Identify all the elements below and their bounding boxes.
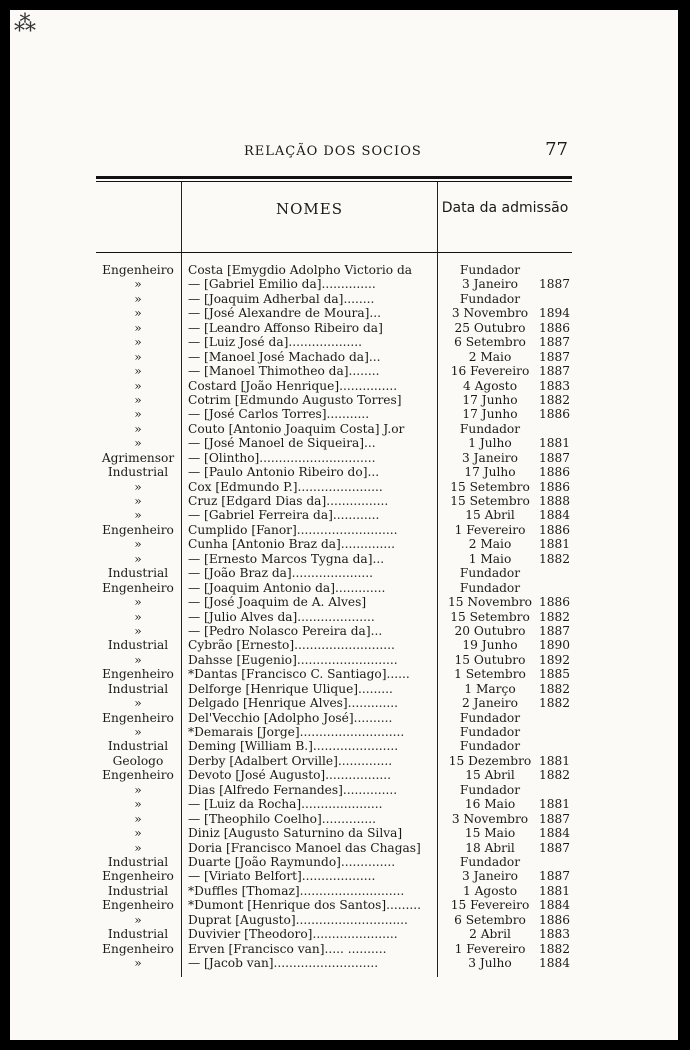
profession-cell: »: [134, 956, 142, 970]
profession-cell: Engenheiro: [102, 768, 174, 783]
profession-cell: »: [134, 508, 142, 523]
name-cell: Delforge [Henrique Ulique].........: [188, 681, 393, 696]
name-cell: Duprat [Augusto].............................: [188, 912, 408, 927]
name-cell: Diniz [Augusto Saturnino da Silva]: [188, 826, 403, 841]
date-cell: 3 Janeiro: [462, 277, 518, 292]
year-cell: 1884: [538, 956, 570, 970]
profession-cell: Engenheiro: [102, 869, 174, 884]
date-cell: 25 Outubro: [454, 320, 526, 335]
table-row: [96, 682, 572, 696]
table-row: [96, 422, 572, 436]
year-cell: 1882: [538, 696, 570, 711]
date-cell: 15 Novembro: [447, 595, 532, 610]
name-cell: Del'Vecchio [Adolpho José]..........: [188, 710, 393, 725]
column-header-nomes: NOMES: [275, 200, 343, 218]
name-cell: — [José Joaquim de A. Alves]: [188, 595, 367, 610]
name-cell: Cox [Edmundo P.]......................: [188, 479, 383, 494]
name-cell: Cruz [Edgard Dias da]................: [188, 494, 389, 508]
name-cell: — [Paulo Antonio Ribeiro do]...: [188, 465, 380, 480]
date-cell: Fundador: [459, 421, 521, 436]
name-cell: — [Manoel José Machado da]...: [188, 349, 381, 364]
year-cell: 1887: [538, 364, 570, 379]
date-cell: Fundador: [459, 263, 521, 277]
table-row: [96, 494, 572, 508]
date-cell: 6 Setembro: [454, 335, 526, 350]
name-cell: — [Luiz José da]...................: [188, 335, 362, 350]
profession-cell: »: [134, 840, 142, 855]
table-row: [96, 379, 572, 393]
table-row: [96, 465, 572, 479]
table-row: [96, 480, 572, 494]
name-cell: Devoto [José Augusto].................: [188, 768, 392, 783]
year-cell: 1886: [538, 465, 570, 480]
name-cell: Duarte [João Raymundo]..............: [188, 854, 396, 869]
top-rule-thick: [96, 176, 572, 179]
year-cell: 1884: [538, 508, 570, 523]
date-cell: 16 Maio: [464, 797, 516, 812]
name-cell: — [Viriato Belfort]...................: [188, 869, 376, 884]
year-cell: 1883: [538, 378, 570, 393]
profession-cell: »: [134, 725, 142, 739]
name-cell: Dias [Alfredo Fernandes]..............: [188, 782, 398, 797]
page-number: 77: [545, 139, 568, 160]
profession-cell: Agrimensor: [101, 450, 175, 465]
table-row: [96, 855, 572, 869]
name-cell: Doria [Francisco Manoel das Chagas]: [188, 840, 421, 855]
year-cell: 1887: [538, 623, 570, 638]
year-cell: 1882: [538, 768, 570, 783]
year-cell: 1882: [538, 392, 570, 407]
year-cell: 1881: [538, 537, 570, 552]
name-cell: Delgado [Henrique Alves].............: [188, 696, 399, 711]
name-cell: Cybrão [Ernesto]..........................: [188, 638, 395, 653]
profession-cell: Industrial: [107, 465, 169, 480]
date-cell: Fundador: [459, 854, 521, 869]
profession-cell: »: [134, 277, 142, 292]
year-cell: 1887: [538, 840, 570, 855]
table-row: [96, 884, 572, 898]
name-cell: Derby [Adalbert Orville]..............: [188, 753, 393, 768]
name-cell: *Duffles [Thomaz]...........................: [188, 883, 405, 898]
date-cell: 19 Junho: [462, 638, 518, 653]
date-cell: 3 Janeiro: [462, 869, 518, 884]
profession-cell: Industrial: [107, 883, 169, 898]
date-cell: 1 Fevereiro: [454, 941, 526, 956]
running-title: RELAÇÃO DOS SOCIOS: [244, 144, 422, 159]
date-cell: 15 Abril: [465, 768, 515, 783]
table-row: [96, 610, 572, 624]
name-cell: *Dantas [Francisco C. Santiago]......: [188, 667, 410, 682]
table-row: [96, 436, 572, 450]
table-row: [96, 826, 572, 840]
profession-cell: »: [134, 306, 142, 321]
table-row: [96, 797, 572, 811]
profession-cell: »: [134, 652, 142, 667]
name-cell: — [Manoel Thimotheo da]........: [188, 364, 380, 379]
year-cell: 1886: [538, 912, 570, 927]
name-cell: Duvivier [Theodoro]......................: [188, 927, 398, 942]
table-row: [96, 739, 572, 753]
name-cell: — [Pedro Nolasco Pereira da]...: [188, 623, 383, 638]
date-cell: 2 Maio: [468, 537, 512, 552]
name-cell: Costa [Emygdio Adolpho Victorio da: [188, 263, 413, 277]
member-list: [96, 263, 572, 970]
table-row: [96, 898, 572, 912]
year-cell: 1887: [538, 811, 570, 826]
name-cell: Couto [Antonio Joaquim Costa] J.or: [188, 421, 405, 436]
name-cell: — [Olintho]..............................: [188, 450, 376, 465]
column-header-data: Data da admissão: [441, 200, 569, 216]
name-cell: — [Ernesto Marcos Tygna da]...: [188, 551, 385, 566]
table-row: [96, 451, 572, 465]
table-row: [96, 292, 572, 306]
year-cell: 1887: [538, 869, 570, 884]
date-cell: 17 Junho: [462, 392, 518, 407]
table-row: [96, 537, 572, 551]
date-cell: 2 Janeiro: [462, 696, 518, 711]
date-cell: 2 Abril: [469, 927, 511, 942]
profession-cell: »: [134, 696, 142, 711]
name-cell: — [Gabriel Ferreira da]............: [188, 508, 380, 523]
name-cell: — [José Carlos Torres]...........: [188, 407, 370, 422]
profession-cell: Engenheiro: [102, 667, 174, 682]
year-cell: 1881: [538, 883, 570, 898]
table-row: [96, 581, 572, 595]
name-cell: — [Gabriel Emilio da]..............: [188, 277, 376, 292]
table-row: [96, 812, 572, 826]
date-cell: 3 Janeiro: [462, 450, 518, 465]
date-cell: 6 Setembro: [454, 912, 526, 927]
date-cell: Fundador: [459, 710, 521, 725]
profession-cell: »: [134, 494, 142, 508]
name-cell: Costard [João Henrique]...............: [188, 378, 398, 393]
date-cell: 1 Maio: [468, 551, 512, 566]
name-cell: — [Leandro Affonso Ribeiro da]: [188, 320, 383, 335]
table-row: [96, 754, 572, 768]
table-row: [96, 638, 572, 652]
table-row: [96, 566, 572, 580]
table-row: [96, 653, 572, 667]
date-cell: 15 Setembro: [450, 494, 530, 508]
date-cell: Fundador: [459, 725, 521, 739]
profession-cell: »: [134, 551, 142, 566]
table-row: [96, 306, 572, 320]
table-row: [96, 263, 572, 277]
table-row: [96, 350, 572, 364]
table-row: [96, 407, 572, 421]
table-row: [96, 321, 572, 335]
date-cell: 17 Junho: [462, 407, 518, 422]
page-header: [10, 132, 678, 162]
date-cell: Fundador: [459, 782, 521, 797]
date-cell: 3 Novembro: [451, 306, 529, 321]
name-cell: — [José Manoel de Siqueira]...: [188, 436, 376, 451]
year-cell: 1882: [538, 609, 570, 624]
profession-cell: »: [134, 349, 142, 364]
date-cell: Fundador: [459, 580, 521, 595]
profession-cell: »: [134, 826, 142, 841]
profession-cell: Engenheiro: [102, 263, 174, 277]
date-cell: Fundador: [459, 566, 521, 581]
table-row: [96, 624, 572, 638]
date-cell: 15 Setembro: [450, 479, 530, 494]
date-cell: 15 Maio: [464, 826, 516, 841]
table-row: [96, 869, 572, 883]
table-row: [96, 942, 572, 956]
name-cell: Deming [William B.]......................: [188, 739, 399, 754]
year-cell: 1887: [538, 349, 570, 364]
profession-cell: »: [134, 392, 142, 407]
profession-cell: Industrial: [107, 681, 169, 696]
profession-cell: »: [134, 623, 142, 638]
profession-cell: »: [134, 291, 142, 306]
year-cell: 1886: [538, 479, 570, 494]
date-cell: 15 Dezembro: [448, 753, 532, 768]
table-row: [96, 841, 572, 855]
year-cell: 1885: [538, 667, 570, 682]
profession-cell: »: [134, 378, 142, 393]
profession-cell: »: [134, 407, 142, 422]
year-cell: 1892: [538, 652, 570, 667]
profession-cell: Industrial: [107, 854, 169, 869]
table-row: [96, 277, 572, 291]
profession-cell: Industrial: [107, 566, 169, 581]
profession-cell: »: [134, 811, 142, 826]
year-cell: 1886: [538, 522, 570, 537]
year-cell: 1881: [538, 436, 570, 451]
table-row: [96, 927, 572, 941]
name-cell: — [Jacob van]...........................: [188, 956, 379, 970]
name-cell: — [João Braz da].....................: [188, 566, 374, 581]
year-cell: 1894: [538, 306, 570, 321]
table-row: [96, 956, 572, 970]
year-cell: 1887: [538, 335, 570, 350]
table-row: [96, 711, 572, 725]
name-cell: — [Luiz da Rocha].....................: [188, 797, 383, 812]
name-cell: — [Joaquim Antonio da].............: [188, 580, 386, 595]
profession-cell: »: [134, 537, 142, 552]
year-cell: 1884: [538, 898, 570, 913]
table-row: [96, 667, 572, 681]
year-cell: 1884: [538, 826, 570, 841]
date-cell: Fundador: [459, 291, 521, 306]
table-row: [96, 913, 572, 927]
date-cell: 1 Março: [464, 681, 516, 696]
print-speck-icon: ⁂: [14, 12, 36, 37]
profession-cell: »: [134, 912, 142, 927]
profession-cell: »: [134, 609, 142, 624]
name-cell: — [Julio Alves da]....................: [188, 609, 375, 624]
year-cell: 1881: [538, 753, 570, 768]
name-cell: Cotrim [Edmundo Augusto Torres]: [188, 392, 402, 407]
profession-cell: Engenheiro: [102, 710, 174, 725]
date-cell: 15 Abril: [465, 508, 515, 523]
date-cell: 3 Julho: [468, 956, 512, 970]
profession-cell: Engenheiro: [102, 941, 174, 956]
profession-cell: »: [134, 595, 142, 610]
profession-cell: Industrial: [107, 927, 169, 942]
year-cell: 1887: [538, 450, 570, 465]
profession-cell: Engenheiro: [102, 580, 174, 595]
year-cell: 1882: [538, 681, 570, 696]
table-row: [96, 364, 572, 378]
profession-cell: Geologo: [112, 753, 164, 768]
page: [10, 10, 678, 1040]
table-row: [96, 696, 572, 710]
date-cell: 3 Novembro: [451, 811, 529, 826]
table-row: [96, 725, 572, 739]
name-cell: Dahsse [Eugenio]..........................: [188, 652, 398, 667]
header-rule: [96, 252, 572, 253]
table-row: [96, 523, 572, 537]
name-cell: — [Joaquim Adherbal da]........: [188, 291, 375, 306]
table-row: [96, 768, 572, 782]
table-row: [96, 508, 572, 522]
name-cell: *Demarais [Jorge]...........................: [188, 725, 405, 739]
year-cell: 1890: [538, 638, 570, 653]
date-cell: 18 Abril: [465, 840, 515, 855]
name-cell: *Dumont [Henrique dos Santos].........: [188, 898, 421, 913]
date-cell: 17 Julho: [464, 465, 516, 480]
year-cell: 1881: [538, 797, 570, 812]
table-row: [96, 552, 572, 566]
year-cell: 1883: [538, 927, 570, 942]
date-cell: Fundador: [459, 739, 521, 754]
profession-cell: »: [134, 320, 142, 335]
year-cell: 1886: [538, 407, 570, 422]
date-cell: 15 Setembro: [450, 609, 530, 624]
year-cell: 1886: [538, 595, 570, 610]
name-cell: Cumplido [Fanor]..........................: [188, 522, 398, 537]
date-cell: 15 Fevereiro: [450, 898, 530, 913]
date-cell: 15 Outubro: [454, 652, 526, 667]
name-cell: Cunha [Antonio Braz da]..............: [188, 537, 396, 552]
profession-cell: »: [134, 335, 142, 350]
year-cell: 1888: [538, 494, 570, 508]
year-cell: 1882: [538, 941, 570, 956]
name-cell: — [José Alexandre de Moura]...: [188, 306, 382, 321]
profession-cell: »: [134, 479, 142, 494]
profession-cell: »: [134, 436, 142, 451]
name-cell: Erven [Francisco van]..... ..........: [188, 941, 387, 956]
date-cell: 1 Setembro: [454, 667, 526, 682]
profession-cell: Engenheiro: [102, 522, 174, 537]
year-cell: 1886: [538, 320, 570, 335]
profession-cell: »: [134, 421, 142, 436]
name-cell: — [Theophilo Coelho]..............: [188, 811, 376, 826]
profession-cell: »: [134, 782, 142, 797]
date-cell: 1 Fevereiro: [454, 522, 526, 537]
date-cell: 2 Maio: [468, 349, 512, 364]
date-cell: 1 Agosto: [462, 883, 518, 898]
year-cell: 1882: [538, 551, 570, 566]
year-cell: 1887: [538, 277, 570, 292]
profession-cell: »: [134, 797, 142, 812]
table-row: [96, 393, 572, 407]
profession-cell: Engenheiro: [102, 898, 174, 913]
date-cell: 4 Agosto: [462, 378, 518, 393]
table-row: [96, 335, 572, 349]
date-cell: 16 Fevereiro: [450, 364, 530, 379]
date-cell: 1 Julho: [468, 436, 512, 451]
profession-cell: »: [134, 364, 142, 379]
top-rule-thin: [96, 181, 572, 182]
date-cell: 20 Outubro: [454, 623, 526, 638]
table-row: [96, 783, 572, 797]
profession-cell: Industrial: [107, 739, 169, 754]
profession-cell: Industrial: [107, 638, 169, 653]
table-row: [96, 595, 572, 609]
